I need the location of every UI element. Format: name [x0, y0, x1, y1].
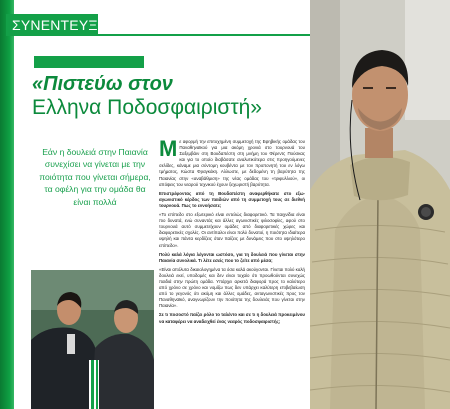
answer-1: «Το επίπεδο στο εξωτερικό είναι εντελώς διαφορετικό. Τα παιχνίδια είναι πιο δυνατά, ενώ συναντάς και άλλες αγωνιστικές φιλοσοφίες, αφού στο τουρνουά αυτό συμμετείχουν ομάδες από διαφορετικές χώρες και διαφορετικές σχολές. Οι αντίπαλοι είναι πολύ δυνατοί, η ποιότητα ιδιαίτερα υψηλή και πάντα κερδίζεις όταν παίζεις με δυνάμεις που στο υψηλότερο επίπεδο». [159, 212, 305, 248]
top-rule [98, 34, 310, 36]
section-tag: ΣΥΝΕΝΤΕΥΞΗ [6, 14, 98, 36]
answer-2: «Είναι απόλυτα δικαιολογημένα τα όσα καλά ακούγονται. Γίνεται πολύ καλή δουλειά εκεί, υποδομές και δεν είναι τυχαίο ότι προωθούνται συνεχώς παιδιά στην πρώτη ομάδα. Υπάρχει αρκετά διαφορά προς το καλύτερο από χρόνο σε χρόνο και νομίζω πως δεν υπάρχει καλύτερη επιβεβαίωση από το γεγονός ότι ακόμη και άλλες ομάδες, ανταγωνιστικές προς τον Παναθηναϊκό, αναγνωρίζουν την ποιότητα της δουλειάς που γίνεται στην Παιανία». [159, 266, 305, 309]
ceremony-photo [31, 270, 154, 409]
pull-quote: Εάν η δουλειά στην Παιανία συνεχίσει να γίνεται με την ποιότητα που γίνεται σήμερα, τα οφέλη για την ομάδα θα είναι πολλά [39, 147, 151, 207]
green-accent-block [34, 56, 144, 68]
left-decorative-strip [0, 0, 14, 409]
headline [32, 72, 302, 120]
headline-line-2: Ελληνα Ποδοσφαιριστή» [32, 96, 262, 119]
coach-portrait-photo [310, 0, 450, 409]
question-3: Σε τι ποσοστό παίζει ρόλο το ταλέντο και σε τι η δουλειά προκειμένου να καταφέρει να αναδειχθεί ένας νεαρός ποδοσφαιριστής; [159, 312, 305, 324]
ceremony-illustration [31, 270, 154, 409]
article-body [159, 136, 305, 328]
intro-text: ε αφορμή την επιτυχημένη συμμετοχή της Εφηβικής ομάδας του Παναθηναϊκού για μια ακόμη χρονιά στο τουρνουά του Σαξεμβάιν στη Βουδαπέστη στη μνήμη του Φέρεντς Πούσκας και για το οποίο διαβάσατε αναλυτικότερα στις προηγούμενες σελίδες, κάναμε μια σύντομη κουβέντα με τον προπονητή του εν λόγω τμήματος, Κώστα Φραγκάκη. Αλλωστε, με δεδομένη τη βαρύτητα της Παιανίας στην «αναβάθμιση» της νέας ομάδας του «τριφυλλιού», οι απόψεις του νεαρού τεχνικού έχουν ξεχωριστή βαρύτητα. [159, 139, 305, 187]
intro-paragraph [159, 136, 305, 188]
question-2: Πολύ καλά λόγια λέγονται ωστόσο, για τη δουλειά που γίνεται στην Παιανία συνολικά. Τι λέτε εσείς που το ζείτε από μέσα; [159, 251, 305, 263]
drop-cap: Μ [159, 136, 178, 161]
question-1: Επιστρέφοντας από τη Βουδαπέστη αναφερθήκατε στο εξω-αγωνιστικό κέρδος των παιδιών από τη συμμετοχή τους σε διεθνή τουρνουά. Πως το εννοήσατε; [159, 190, 305, 208]
coach-portrait-illustration [310, 0, 450, 409]
headline-line-1: «Πιστεύω στον [32, 73, 173, 95]
